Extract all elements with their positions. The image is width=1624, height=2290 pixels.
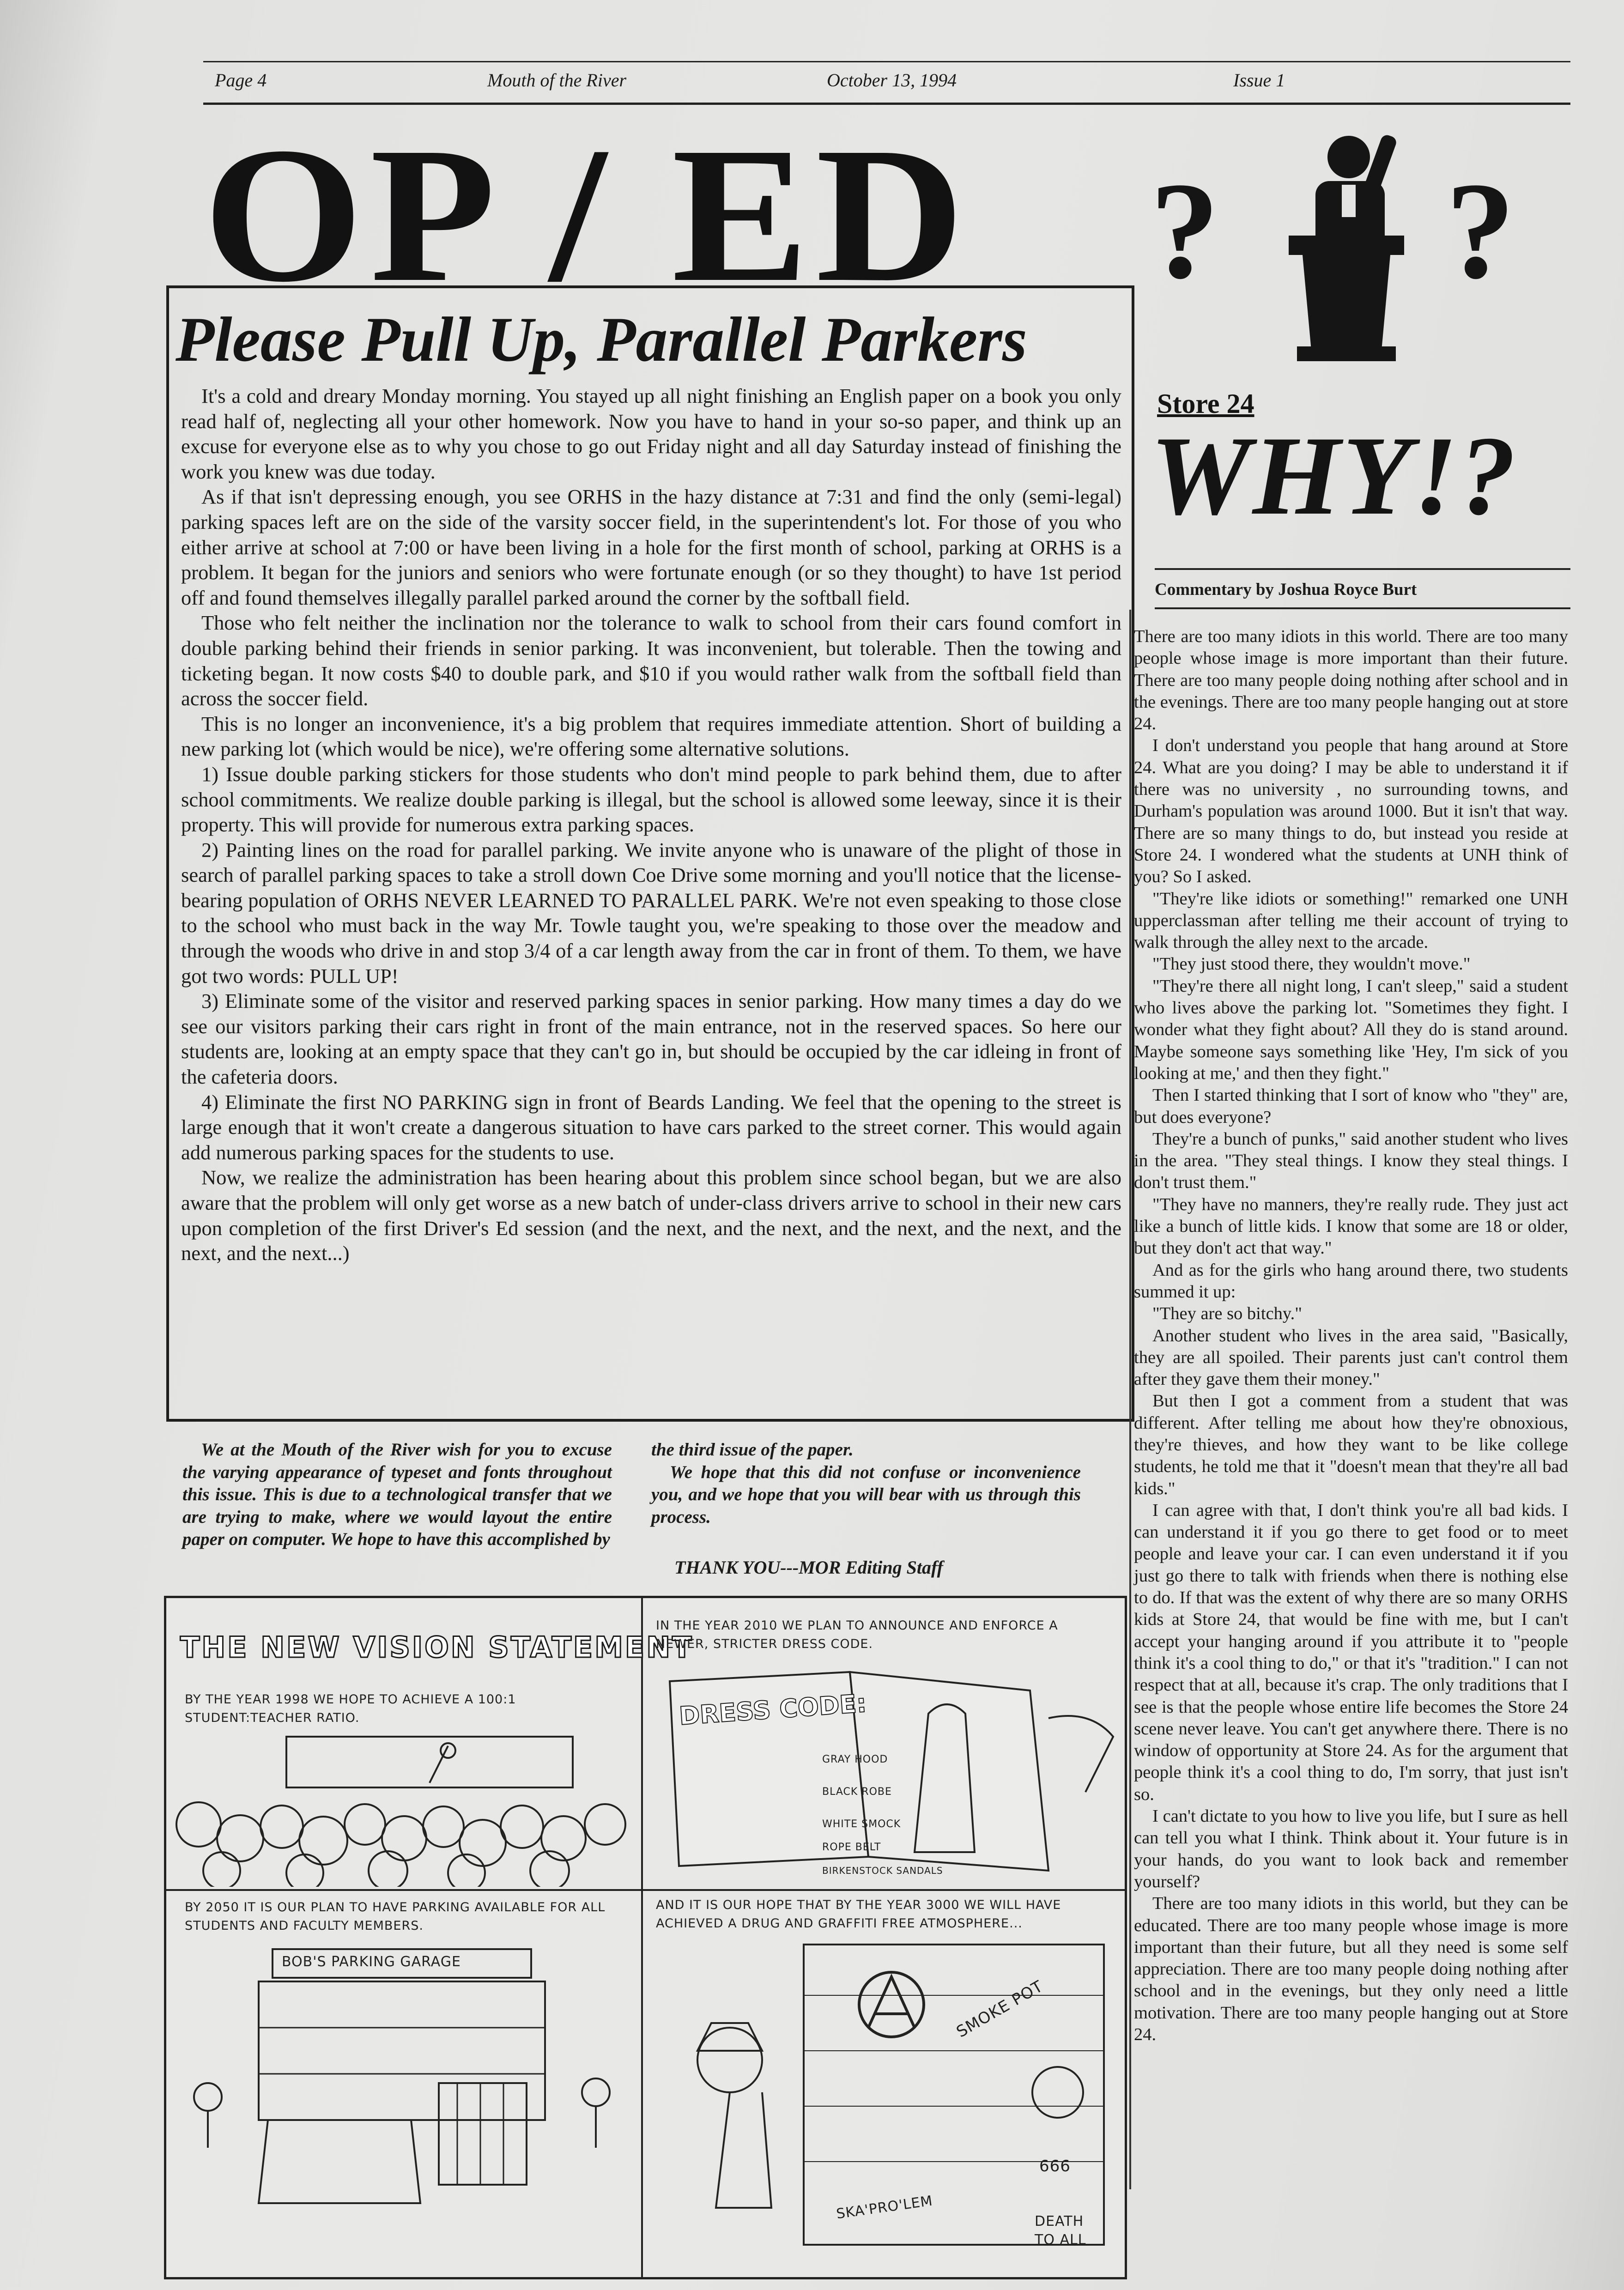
editorial-paragraph: 1) Issue double parking stickers for those students who don't mind people to park behind them, due to after school commitments. We realize double parking is illegal, but the school is allowed some leeway, since it is their property. This will provide for numerous extra parking spaces. — [181, 762, 1121, 836]
svg-text:?: ? — [1446, 154, 1515, 307]
column-paragraph: Another student who lives in the area said, "Basically, they are all spoiled. Their parents just can't control them after they gave them their money." — [1134, 1326, 1568, 1389]
column-paragraph: But then I got a comment from a student that was different. After telling me about how they're obnoxious, they're thieves, and how they want to be like college students, he told me that it "doesn't mean that they're all bad kids." — [1134, 1391, 1568, 1498]
column-paragraph: I can agree with that, I don't think you're all bad kids. I can understand it if you go there to get food or to meet people and leave your car. I can even understand it if you just go there to talk with friends when there is nothing else to do. If that was the extent of why there are so many ORHS kids at Store 24, that would be fine with me, but I can't accept your hanging around if you attribute it to "people think it's a cool thing to do," or that it's "tradition." I can not respect that at all, because it's crap. The only traditions that I see is that the people whose entire life becomes the Store 24 scene never leave. You can't get anywhere there. There is no window of opportunity at Store 24. As for the argument that people think it's a cool thing to do, I'm sorry, that just isn't so. — [1134, 1500, 1568, 1804]
column-divider — [1129, 610, 1131, 2189]
staff-note-right-text-2: We hope that this did not confuse or inconvenience you, and we hope that you will bear with us through this process. — [651, 1462, 1081, 1527]
dress-code-item: GRAY HOOD — [822, 1754, 888, 1765]
section-title: OP / ED — [203, 107, 971, 322]
graffiti-tag: 666 — [1039, 2157, 1071, 2175]
column-paragraph: They're a bunch of punks," said another student who lives in the area. "They steal things. I know they steal things. I don't trust them." — [1134, 1129, 1568, 1193]
column-paragraph: "They are so bitchy." — [1152, 1304, 1302, 1324]
editorial-paragraph: Those who felt neither the inclination nor the tolerance to walk to school from their cars found comfort in double parking behind their friends in senior parking. It was inconvenient, but tolerable. Then the towing and ticketing began. It now costs $40 to double park, and $10 if you would rather walk from the softball field than across the soccer field. — [181, 611, 1121, 710]
cartoon-divider-horizontal — [166, 1889, 1125, 1891]
dress-code-item: ROPE BELT — [822, 1842, 881, 1853]
column-byline: Commentary by Joshua Royce Burt — [1155, 580, 1417, 599]
graffiti-tag: SKA'PRO'LEM — [835, 2193, 934, 2223]
column-paragraph: I can't dictate to you how to live you life, but I sure as hell can tell you what I think. Think about it. Your future is in your hands, do you want to look back and remember yourself? — [1134, 1806, 1568, 1891]
staff-note-left — [182, 1439, 612, 1551]
editorial-paragraph: It's a cold and dreary Monday morning. You stayed up all night finishing an English paper on a book you only read half of, neglecting all your other homework. Now you have to hand in your so-so paper, and think up an excuse for everyone else as to why you chose to go out Friday night and all day Saturday instead of finishing the work you knew was due today. — [181, 384, 1121, 483]
header-bottom-rule — [203, 103, 1570, 105]
column-kicker: Store 24 — [1157, 388, 1254, 419]
editorial-body — [181, 383, 1121, 1266]
column-paragraph: And as for the girls who hang around there, two students summed it up: — [1134, 1260, 1568, 1302]
editorial-paragraph: This is no longer an inconvenience, it's a big problem that requires immediate attention. Short of building a new parking lot (which would be nice), we're offering some alternative solutions. — [181, 712, 1121, 761]
issue-date: October 13, 1994 — [827, 70, 957, 91]
editorial-paragraph: As if that isn't depressing enough, you see ORHS in the hazy distance at 7:31 and find the only (semi-legal) parking spaces left are on the side of the varsity soccer field, in the superintendent's lot. For those of you who either arrive at school at 7:00 or have been living in a hole for the first month of school, parking at ORHS is a problem. It began for the juniors and seniors who were fortunate enough (or so they thought) to have 1st period off and found themselves illegally parallel parked around the corner by the softball field. — [181, 485, 1121, 609]
panel3-caption: BY 2050 IT IS OUR PLAN TO HAVE PARKING AVAILABLE FOR ALL STUDENTS AND FACULTY MEMBERS. — [185, 1900, 606, 1933]
dress-code-item: WHITE SMOCK — [822, 1818, 901, 1830]
staff-note-left-text: We at the Mouth of the River wish for you to excuse the varying appearance of typeset and fonts throughout this issue. This is due to a technological transfer that we are trying to make, where we would layout the entire paper on computer. We hope to have this accomplished by — [182, 1440, 612, 1549]
column-paragraph: "They have no manners, they're really rude. They just act like a bunch of little kids. I know that some are 18 or older, but they don't act that way." — [1134, 1194, 1568, 1258]
byline-bottom-rule — [1155, 607, 1570, 609]
cartoon-divider-vertical — [641, 1598, 643, 2277]
editorial-paragraph: 4) Eliminate the first NO PARKING sign in front of Beards Landing. We feel that the opening to the street is large enough that it won't create a dangerous situation to have cars parked to the street corner. This would again add numerous parking spaces for the students to use. — [181, 1090, 1121, 1164]
column-paragraph: "They just stood there, they wouldn't move." — [1152, 954, 1471, 974]
staff-note-right — [651, 1439, 1081, 1528]
parking-garage-sign: BOB'S PARKING GARAGE — [282, 1954, 461, 1970]
dress-code-item: BLACK ROBE — [822, 1786, 892, 1798]
column-headline: WHY!? — [1150, 413, 1518, 538]
header-top-rule — [203, 61, 1570, 62]
editorial-headline: Please Pull Up, Parallel Parkers — [176, 304, 1027, 375]
panel1-caption: BY THE YEAR 1998 WE HOPE TO ACHIEVE A 100:1 STUDENT:TEACHER RATIO. — [185, 1692, 516, 1725]
column-paragraph: There are too many idiots in this world. There are too many people whose image is more important than their future. There are too many people doing nothing after school and in the evenings. There are too many people hanging out at store 24. — [1134, 627, 1568, 734]
panel4-caption: AND IT IS OUR HOPE THAT BY THE YEAR 3000 WE WILL HAVE ACHIEVED A DRUG AND GRAFFITI FREE ATMOSPHERE... — [656, 1898, 1061, 1931]
dress-code-item: BIRKENSTOCK SANDALS — [822, 1865, 943, 1876]
column-paragraph: I don't understand you people that hang around at Store 24. What are you doing? I may be able to understand it if there was no university , no surrounding towns, and Durham's population was around 1000. But it isn't that way. There are so many things to do, but instead you reside at Store 24. I wondered what the students at UNH think of you? So I asked. — [1134, 736, 1568, 887]
podium-speaker-icon — [1150, 125, 1547, 365]
panel2-caption: IN THE YEAR 2010 WE PLAN TO ANNOUNCE AND ENFORCE A NEWER, STRICTER DRESS CODE. — [656, 1618, 1058, 1651]
parking-garage-drawing — [180, 1945, 633, 2268]
graffiti-tag: DEATH TO ALL — [1035, 2213, 1086, 2248]
column-paragraph: "They're like idiots or something!" remarked one UNH upperclassman after telling me their account of trying to walk through the alley next to the arcade. — [1134, 889, 1568, 952]
cartoon-strip — [164, 1596, 1127, 2279]
page-number: Page 4 — [215, 70, 267, 91]
graffiti-tag: SMOKE POT — [953, 1977, 1047, 2042]
editorial-paragraph: Now, we realize the administration has been hearing about this problem since school began, but we are also aware that the problem will only get worse as a new batch of under-class drivers arrive to school in their new cars upon completion of the first Driver's Ed session (and the next, and the next, and the next, and the next, and the next, and the next...) — [181, 1166, 1121, 1265]
column-paragraph: Then I started thinking that I sort of know who "they" are, but does everyone? — [1134, 1085, 1568, 1127]
column-paragraph: There are too many idiots in this world, but they can be educated. There are too many people whose image is more important than their future, but all they need is some self appreciation. There are too many people doing nothing after school and in the evenings, but they only need a little motivation. There are too many people hanging out at Store 24. — [1134, 1894, 1568, 2044]
editorial-paragraph: 3) Eliminate some of the visitor and reserved parking spaces in senior parking. How many times a day do we see our visitors parking their cars right in front of the main entrance, not in the reserved spaces. So here our students are, looking at an empty space that they can't go in, but should be occupied by the car idleing in front of the cafeteria doors. — [181, 989, 1121, 1089]
dress-code-book-drawing — [651, 1663, 1118, 1884]
cartoon-title: THE NEW VISION STATEMENT — [180, 1630, 694, 1664]
svg-text:?: ? — [1150, 154, 1219, 307]
byline-top-rule — [1155, 568, 1570, 570]
publication-name: Mouth of the River — [487, 70, 627, 91]
column-paragraph: "They're there all night long, I can't sleep," said a student who lives above the parking lot. "Sometimes they fight. I wonder what they fight about? All they do is stand around. Maybe someone says something like 'Hey, I'm sick of you looking at me,' and then they fight." — [1134, 976, 1568, 1083]
crowd-classroom-drawing — [171, 1732, 637, 1887]
dress-code-book-title: DRESS CODE: — [678, 1688, 867, 1731]
issue-number: Issue 1 — [1233, 70, 1285, 91]
column-body — [1134, 626, 1568, 2046]
editorial-paragraph: 2) Painting lines on the road for parallel parking. We invite anyone who is unaware of the plight of those in search of parallel parking spaces to take a stroll down Coe Drive some morning and you'll notice that the license-bearing population of ORHS NEVER LEARNED TO PARALLEL PARK. We're not even speaking to those close to the school who must back in the way Mr. Towle taught you, we're speaking to those over the meadow and through the woods who drive in and stop 3/4 of a car length away from the car in front of them. To them, we have got two words: PULL UP! — [181, 838, 1121, 987]
staff-note-signature: THANK YOU---MOR Editing Staff — [674, 1557, 943, 1578]
staff-note-right-text: the third issue of the paper. — [651, 1440, 854, 1460]
